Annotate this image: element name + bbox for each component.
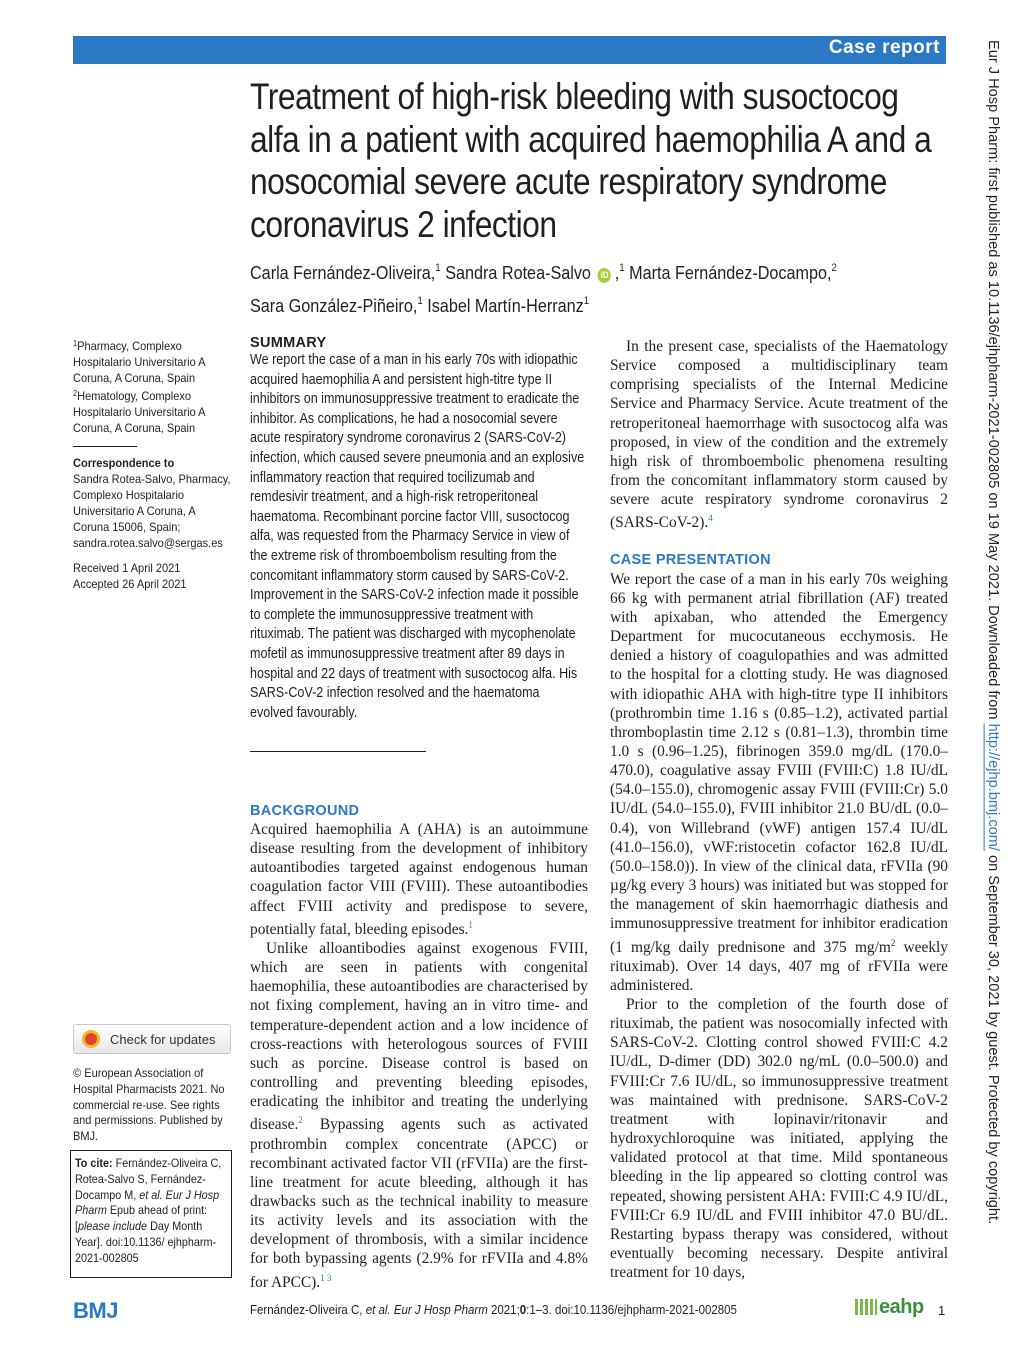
eahp-mark-icon <box>855 1299 877 1315</box>
summary-heading: SUMMARY <box>250 335 327 351</box>
intro-paragraph <box>610 337 948 533</box>
check-for-updates-label: Check for updates <box>110 1031 216 1047</box>
author-3[interactable]: Marta Fernández-Docampo, <box>629 262 832 283</box>
received-date: Received 1 April 2021 <box>73 561 181 575</box>
summary-section <box>250 335 590 723</box>
correspondence-heading: Correspondence to <box>73 456 175 470</box>
footer-journal: Eur J Hosp Pharm <box>393 1303 488 1317</box>
author-1-affil: 1 <box>435 262 441 274</box>
article-title: Treatment of high-risk bleeding with susoctocog alfa in a patient with acquired haemophilia A and a nosocomial severe acute respiratory syndrome coronavirus 2 infection <box>250 76 932 245</box>
article-type-label: Case report <box>828 37 940 58</box>
superscript-2: 2 <box>890 937 896 948</box>
accepted-date: Accepted 26 April 2021 <box>73 577 187 591</box>
author-5[interactable]: Isabel Martín-Herranz <box>427 295 584 316</box>
background-p2-text-b: Bypassing agents such as activated prothrombin complex concentrate (APCC) or recombinant activated factor VII (rFVIIa) are the first-line treatment for acute bleeding, although it has drawbacks such as the technical inability to measure its activity levels and its association with the development of thrombosis, with a similar incidence for both bypassing agents (2.9% for rFVIIa and 4.8% for APCC). <box>250 1116 588 1291</box>
background-p1-text: Acquired haemophilia A (AHA) is an autoimmune disease resulting from the development of inhibitory autoantibodies targeted against endogenous human coagulation factor VIII (FVIII). These autoantibodies affect FVIII activity and predispose to severe, potentially fatal, bleeding episodes. <box>250 821 588 938</box>
crossmark-icon <box>82 1030 100 1048</box>
affiliation-1 <box>73 336 231 386</box>
side-text-start: Eur J Hosp Pharm: first published as 10.1136/ejhpharm-2021-002805 on 19 May 2021. Downloaded from <box>985 40 1001 724</box>
reference-link[interactable]: 2 <box>298 1115 303 1126</box>
eahp-logo <box>855 1296 924 1319</box>
correspondence-text: Sandra Rotea-Salvo, Pharmacy, Complexo Hospitalario Universitario A Coruna, A Coruna 15006, Spain; sandra.rotea.salvo@sergas.es <box>73 472 231 550</box>
footer-etal: et al. <box>365 1303 391 1317</box>
citation-authors: Fernández-Oliveira C, Rotea-Salvo S, Fernández-Docampo M, <box>75 1156 222 1202</box>
summary-divider <box>250 751 426 752</box>
background-heading: BACKGROUND <box>250 803 360 819</box>
journal-link[interactable]: http://ejhp.bmj.com/ <box>985 723 1001 851</box>
affiliation-1-text: Pharmacy, Complexo Hospitalario Universitario A Coruna, A Coruna, Spain <box>73 339 205 385</box>
author-4-affil: 1 <box>417 295 423 307</box>
citation-label: To cite: <box>75 1156 113 1170</box>
article-sidebar <box>73 336 231 592</box>
bmj-logo: BMJ <box>73 1298 118 1323</box>
author-2-affil: 1 <box>619 262 625 274</box>
reference-link[interactable]: 1 <box>468 919 473 930</box>
citation-placeholder: please include <box>78 1219 148 1234</box>
eahp-logo-text: eahp <box>879 1296 924 1318</box>
citation-etal: et al. <box>139 1187 163 1202</box>
background-p2-text-a: Unlike alloantibodies against exogenous FVIII, which are seen in patients with congenital haemophilia, these autoantibodies are characterised by not fixing complement, having an in vitro time- and temperature-dependent action and a low incidence of cross-reactions with heterologous sources of FVIII such as porcine. Disease control is based on controlling and preventing bleeding episodes, eradicating the inhibitor and treating the underlying disease. <box>250 939 588 1134</box>
background-paragraph-2 <box>250 939 588 1292</box>
affiliation-2 <box>73 386 231 436</box>
author-list <box>250 254 919 320</box>
right-column <box>610 337 948 1282</box>
affiliation-1-num: 1 <box>73 339 78 348</box>
citation-epub: Epub ahead of print: [ <box>75 1203 208 1234</box>
background-section <box>250 803 588 1292</box>
case-paragraph-1 <box>610 570 948 995</box>
side-text-end: on September 30, 2021 by guest. Protected by copyright. <box>985 850 1001 1225</box>
orcid-icon[interactable]: iD <box>598 268 611 283</box>
page-number: 1 <box>938 1303 946 1318</box>
case-p1-text: We report the case of a man in his early 70s weighing 66 kg with permanent atrial fibrillation (AF) treated with apixaban, who attended the Emergency Department for mucocutaneous ecchymosis. He denied a history of coagulopathies and was admitted to the hospital for a clotting study. He was diagnosed with idiopathic AHA with high-titre type II inhibitors (prothrombin time 1.16 s (0.85–1.2), activated partial thromboplastin time 2.12 s (0.81–1.3), thrombin time 1.0 s (0.96–1.25), fibrinogen 359.0 mg/dL (170.0–470.0), coagulative assay FVIII (FVIII:C) 1.8 IU/dL (54.0–155.0), chromogenic assay FVIII (FVIII:Cr) 5.0 IU/dL (54.0–155.0), FVIII inhibitor 21.0 BU/dL (0.0–0.4), von Willebrand (vWF) antigen 157.4 IU/dL (41.0–156.0), vWF:ristocetin cofactor 162.8 IU/dL (50.0–158.0)). In view of the clinical data, rFVIIa (90 µg/kg every 3 hours) was initiated but was stopped for the management of skin haemorrhagic diathesis and immunosuppressive treatment for inhibitor eradication (1 mg/kg daily prednisone and 375 mg/m <box>610 570 948 956</box>
reference-link[interactable]: 4 <box>708 513 713 524</box>
citation-journal: Eur J Hosp Pharm <box>75 1187 220 1218</box>
summary-text: We report the case of a man in his early 70s with idiopathic acquired haemophilia A and persistent high-titre type II inhibitors on immunosuppressive treatment to eradicate the inhibitor. As complications, he had a nosocomial severe acute respiratory syndrome coronavirus 2 (SARS-CoV-2) infection, which caused severe pneumonia and an explosive inflammatory reaction that required tocilizumab and remdesivir treatment, and a high-risk retroperitoneal haematoma. Recombinant porcine factor VIII, susoctocog alfa, was requested from the Pharmacy Service in view of the extreme risk of thromboembolism resulting from the concomitant inflammatory storm caused by SARS-CoV-2. Improvement in the SARS-CoV-2 infection made it possible to complete the immunosuppressive treatment with rituximab. The patient was discharged with mycophenolate mofetil as immunosuppressive treatment after 89 days in hospital and 22 days of treatment with susoctocog alfa. His SARS-CoV-2 infection resolved and the haematoma evolved favourably. <box>250 352 585 721</box>
author-1[interactable]: Carla Fernández-Oliveira, <box>250 262 436 283</box>
citation-box <box>70 1150 232 1278</box>
affiliation-2-num: 2 <box>73 389 78 398</box>
background-paragraph-1 <box>250 820 588 939</box>
author-4[interactable]: Sara González-Piñeiro, <box>250 295 418 316</box>
author-3-affil: 2 <box>831 262 837 274</box>
side-provenance-text <box>983 40 1003 1224</box>
case-p1-end: weekly rituximab). Over 14 days, 407 mg of rFVIIa were administered. <box>610 938 948 994</box>
sidebar-divider <box>73 446 137 447</box>
footer-doi: :1–3. doi:10.1136/ejhpharm-2021-002805 <box>526 1303 737 1317</box>
footer-volume: 0 <box>519 1303 527 1317</box>
intro-text: In the present case, specialists of the Haematology Service composed a multidisciplinary team comprising specialists of the Internal Medicine Service and Pharmacy Service. Acute treatment of the retroperitoneal haemorrhage with susoctocog alfa was proposed, in view of the condition and the extremely high risk of thromboembolic phenomena resulting from the concomitant inflammatory storm caused by severe acute respiratory syndrome coronavirus 2 (SARS-CoV-2). <box>610 338 948 532</box>
footer-year: 2021; <box>490 1303 520 1317</box>
check-for-updates-button[interactable] <box>73 1024 231 1054</box>
affiliation-2-text: Hematology, Complexo Hospitalario Universitario A Coruna, A Coruna, Spain <box>73 389 205 435</box>
author-5-affil: 1 <box>583 295 590 307</box>
author-2-sep: , <box>614 262 620 283</box>
reference-link[interactable]: 1 3 <box>320 1272 332 1283</box>
footer-authors: Fernández-Oliveira C, <box>250 1303 363 1317</box>
copyright-notice: © European Association of Hospital Pharmacists 2021. No commercial re-use. See rights and permissions. Published by BMJ. <box>73 1066 225 1144</box>
author-2[interactable]: Sandra Rotea-Salvo <box>445 262 591 283</box>
article-type-banner <box>73 36 946 64</box>
case-paragraph-2: Prior to the completion of the fourth dose of rituximab, the patient was nosocomially infected with SARS-CoV-2. Clotting control showed FVIII:C 4.2 IU/dL, D-dimer (DD) 302.0 ng/mL (0.0–500.0) and FVIII:Cr 7.6 IU/dL, so immunosuppressive treatment was maintained with prednisone. SARS-CoV-2 treatment with lopinavir/ritonavir and hydroxychloroquine was initiated, applying the validated protocol at that time. Mild spontaneous bleeding in the lip appeared so clotting control was repeated, showing persistent AHA: FVIII:C 4.9 IU/dL, FVIII:Cr 6.9 IU/dL and FVIII inhibitor 47.0 BU/dL. Restarting bypass therapy was considered, without eventually becoming necessary. Despite antiviral treatment for 10 days, <box>610 996 948 1282</box>
citation-doi: Day Month Year]. doi:10.1136/ ejhpharm-2021-002805 <box>75 1219 217 1265</box>
case-heading: CASE PRESENTATION <box>610 551 771 568</box>
footer-citation <box>250 1303 737 1317</box>
